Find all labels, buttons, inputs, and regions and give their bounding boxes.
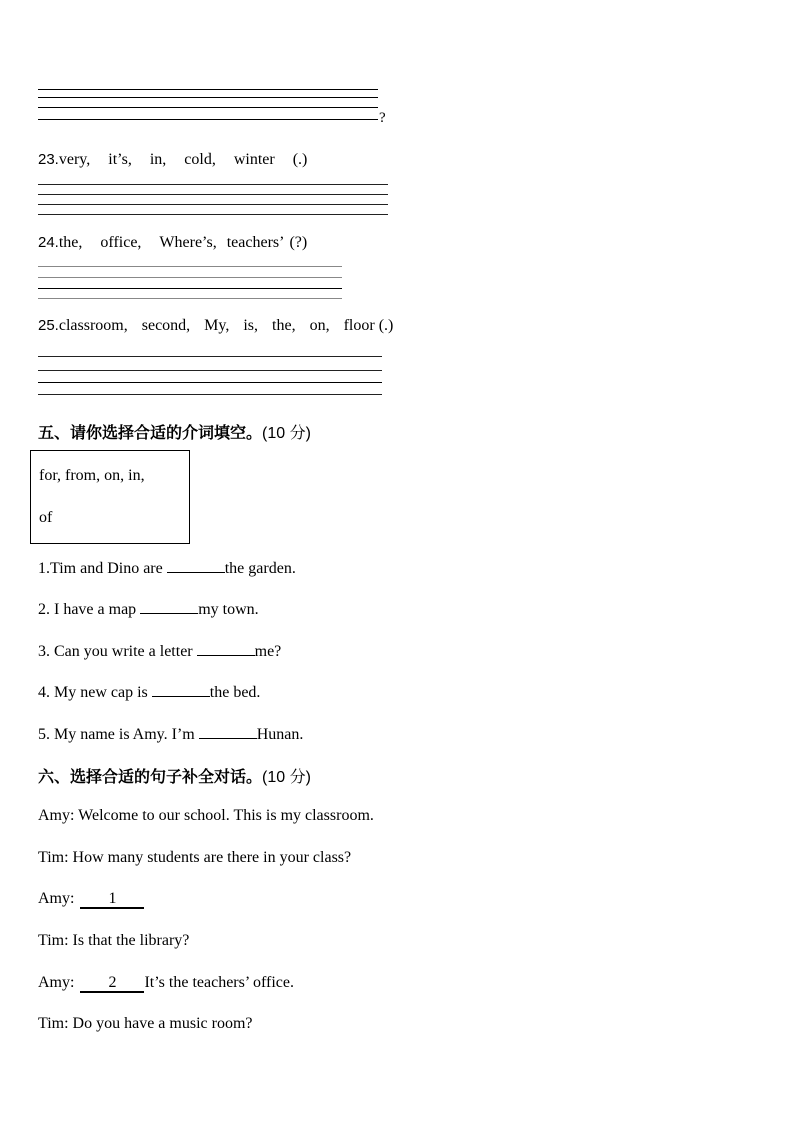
question-25 bbox=[38, 317, 393, 335]
section-6-heading bbox=[38, 764, 311, 787]
word: floor bbox=[343, 317, 375, 334]
word: office, bbox=[100, 234, 142, 251]
question-number: 24. bbox=[38, 234, 59, 251]
answer-line bbox=[38, 107, 378, 108]
word: second, bbox=[141, 317, 191, 334]
word: is, bbox=[243, 317, 259, 334]
dialogue-text: How many students are there in your class? bbox=[72, 849, 352, 866]
question-mark: ? bbox=[379, 110, 386, 126]
word: on, bbox=[309, 317, 330, 334]
speaker: Tim: bbox=[38, 1015, 69, 1032]
answer-line bbox=[38, 370, 382, 371]
question-23 bbox=[38, 151, 307, 169]
item-text: the garden. bbox=[224, 560, 296, 577]
speaker: Tim: bbox=[38, 849, 69, 866]
item-text: 3. Can you write a letter bbox=[38, 643, 197, 660]
answer-blank[interactable]: 2 bbox=[80, 975, 144, 993]
answer-blank[interactable] bbox=[152, 682, 210, 697]
speaker: Amy: bbox=[38, 890, 75, 907]
answer-line bbox=[38, 394, 382, 395]
word: the, bbox=[58, 234, 83, 251]
question-number: 23. bbox=[38, 151, 59, 168]
fill-item-3 bbox=[38, 641, 281, 661]
item-text: my town. bbox=[198, 601, 259, 618]
question-number: 25. bbox=[38, 317, 59, 334]
section-title: 五、请你选择合适的介词填空。 bbox=[38, 423, 263, 442]
word: Where’s, bbox=[159, 234, 217, 251]
dialogue-text: It’s the teachers’ office. bbox=[144, 974, 295, 991]
speaker: Tim: bbox=[38, 932, 69, 949]
fill-item-5 bbox=[38, 724, 303, 744]
answer-line bbox=[38, 184, 388, 185]
answer-line bbox=[38, 97, 378, 98]
item-text: 1.Tim and Dino are bbox=[38, 560, 167, 577]
word-bank-box bbox=[30, 450, 190, 544]
word: classroom, bbox=[58, 317, 128, 334]
item-text: 5. My name is Amy. I’m bbox=[38, 726, 199, 743]
answer-line bbox=[38, 266, 342, 267]
punctuation-hint: (.) bbox=[378, 317, 394, 334]
dialogue-line bbox=[38, 932, 189, 950]
item-text: 4. My new cap is bbox=[38, 684, 152, 701]
fill-item-4 bbox=[38, 682, 260, 702]
answer-line bbox=[38, 194, 388, 195]
answer-line bbox=[38, 298, 342, 299]
answer-line bbox=[38, 89, 378, 90]
word: very, bbox=[58, 151, 91, 168]
fill-item-1 bbox=[38, 558, 296, 578]
section-score: (10 分) bbox=[262, 769, 311, 786]
answer-blank[interactable] bbox=[197, 641, 255, 656]
dialogue-line bbox=[38, 974, 294, 993]
item-text: 2. I have a map bbox=[38, 601, 141, 618]
word: cold, bbox=[184, 151, 216, 168]
answer-blank[interactable] bbox=[140, 599, 198, 614]
item-text: the bed. bbox=[209, 684, 261, 701]
answer-line bbox=[38, 204, 388, 205]
answer-blank[interactable]: 1 bbox=[80, 891, 144, 909]
word: winter bbox=[233, 151, 275, 168]
word: teachers’ bbox=[226, 234, 285, 251]
section-title: 六、选择合适的句子补全对话。 bbox=[38, 767, 263, 786]
word-bank-line: of bbox=[39, 509, 53, 526]
dialogue-line bbox=[38, 890, 144, 909]
section-5-heading bbox=[38, 420, 311, 443]
speaker: Amy: bbox=[38, 807, 75, 824]
dialogue-line bbox=[38, 849, 351, 867]
word: in, bbox=[149, 151, 167, 168]
fill-item-2 bbox=[38, 599, 259, 619]
dialogue-line bbox=[38, 1015, 253, 1033]
answer-line bbox=[38, 277, 342, 278]
answer-blank[interactable] bbox=[167, 558, 225, 573]
item-text: me? bbox=[254, 643, 282, 660]
word: My, bbox=[204, 317, 230, 334]
answer-blank[interactable] bbox=[199, 724, 257, 739]
answer-line bbox=[38, 356, 382, 357]
answer-line bbox=[38, 214, 388, 215]
dialogue-line bbox=[38, 807, 374, 825]
word-bank-line: for, from, on, in, bbox=[39, 467, 145, 484]
answer-line bbox=[38, 119, 378, 120]
item-text: Hunan. bbox=[256, 726, 304, 743]
question-24 bbox=[38, 234, 307, 252]
punctuation-hint: (.) bbox=[292, 151, 308, 168]
punctuation-hint: (?) bbox=[289, 234, 308, 251]
dialogue-text: Is that the library? bbox=[72, 932, 190, 949]
answer-line bbox=[38, 382, 382, 383]
word: it’s, bbox=[108, 151, 132, 168]
dialogue-text: Welcome to our school. This is my classroom. bbox=[78, 807, 374, 824]
section-score: (10 分) bbox=[262, 425, 311, 442]
dialogue-text: Do you have a music room? bbox=[72, 1015, 253, 1032]
speaker: Amy: bbox=[38, 974, 75, 991]
answer-line bbox=[38, 288, 342, 289]
word: the, bbox=[272, 317, 296, 334]
